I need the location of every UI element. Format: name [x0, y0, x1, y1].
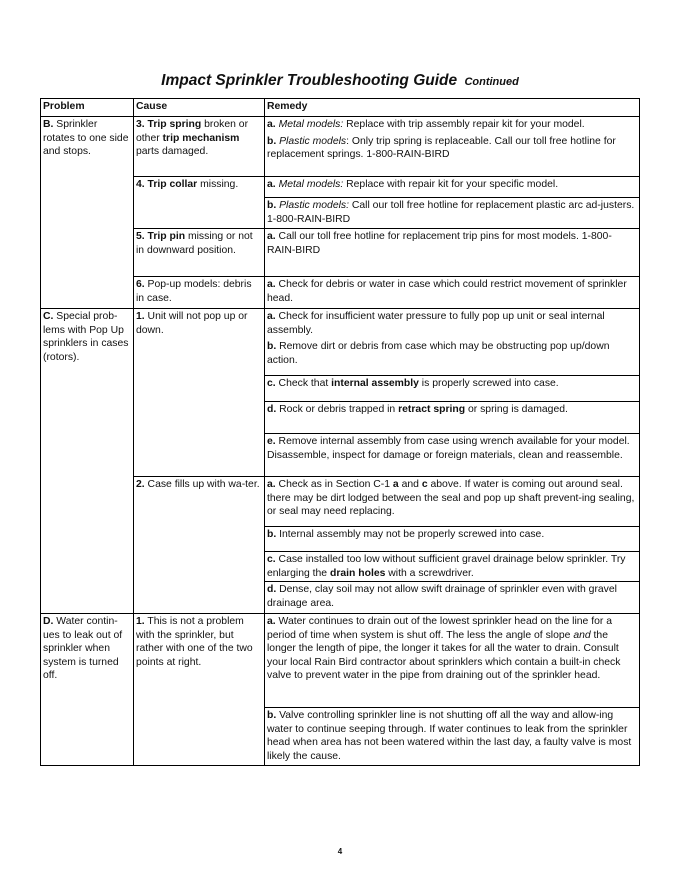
text-run: Sprinkler rotates to one side and stops. — [43, 119, 129, 158]
text-run: 4. Trip collar — [136, 179, 198, 190]
remedy-cell — [265, 614, 639, 707]
text-run: is properly screwed into case. — [418, 378, 559, 389]
text-run: a. — [267, 231, 276, 242]
cause-cell — [134, 229, 265, 276]
cause-cell — [134, 117, 265, 176]
text-run: drain holes — [329, 567, 386, 579]
remedy-paragraph — [267, 340, 637, 367]
text-run: missing or not in downward position. — [136, 231, 253, 256]
header-remedy: Remedy — [267, 101, 308, 112]
text-run: Rock or debris trapped in — [276, 404, 399, 415]
remedy-cell — [265, 177, 639, 197]
problem-group-row — [41, 116, 639, 308]
text-run: parts damaged. — [136, 146, 209, 158]
remedy-paragraph — [267, 178, 637, 192]
text-run: retract spring — [398, 404, 466, 415]
page-number: 4 — [337, 847, 343, 856]
text-run: Replace with repair kit for your specific model. — [343, 179, 559, 190]
cause-cell — [134, 477, 265, 613]
text-run: Remove dirt or debris from case which may be obstructing pop up/down action. — [267, 341, 610, 366]
title-text: Impact Sprinkler Troubleshooting Guide — [161, 72, 458, 89]
cause-row — [134, 476, 639, 613]
remedy-paragraph — [267, 278, 637, 305]
text-run: a. — [267, 119, 276, 130]
remedy-paragraph — [267, 310, 637, 337]
text-run: Water contin-ues to leak out of sprinkler when system is turned off. — [43, 616, 123, 682]
text-run: Replace with trip assembly repair kit for your model. — [343, 119, 585, 130]
text-run: Water continues to drain out of the lowest sprinkler head on the line for a period of time when system is shut off. The less the angle of slope — [267, 616, 613, 641]
remedy-cell — [265, 526, 639, 551]
text-run: c — [421, 479, 428, 490]
text-run: trip mechanism — [162, 132, 240, 144]
remedies-column — [265, 177, 639, 228]
text-run: Call our toll free hotline for replacement plastic arc ad-justers. 1-800-RAIN-BIRD — [267, 200, 635, 225]
text-run: Case fills up with wa-ter. — [144, 479, 260, 490]
text-run: e. — [267, 436, 276, 447]
remedies-column — [265, 477, 639, 613]
text-run: a. — [267, 311, 276, 322]
remedy-paragraph — [267, 230, 637, 257]
remedy-cell — [265, 433, 639, 476]
text-run: 1. — [136, 616, 145, 627]
remedy-paragraph — [267, 709, 637, 763]
remedy-cell — [265, 309, 639, 375]
remedy-cell — [265, 197, 639, 228]
remedy-paragraph — [267, 435, 637, 462]
text-run: the longer the length of pipe, the longer it takes for all the water to drain. Consult your local Rain Bird contractor about sprinklers which contain a built-in check valve to prevent water in the pipe from draining out of the sprinkler head. — [267, 629, 621, 682]
text-run: a. — [267, 479, 276, 490]
text-run: Special prob-lems with Pop Up sprinklers in cases (rotors). — [43, 311, 129, 363]
remedies-column — [265, 309, 639, 476]
text-run: c. — [267, 554, 276, 565]
text-run: Dense, clay soil may not allow swift drainage of sprinkler even with gravel drainage area. — [267, 584, 617, 609]
text-run: This is not a problem with the sprinkler, but rather with one of the two points at right. — [136, 616, 253, 668]
text-run: Case installed too low without sufficient gravel drainage below sprinkler. Try enlarging the — [267, 554, 626, 579]
text-run: Check as in Section C-1 — [275, 479, 393, 490]
remedy-cell — [265, 117, 639, 176]
remedy-paragraph — [267, 478, 637, 519]
text-run: Call our toll free hotline for replacement trip pins for most models. 1-800-RAIN-BIRD — [267, 231, 612, 256]
text-run: d. — [267, 404, 277, 415]
text-run: 6. — [136, 279, 145, 290]
problem-group-row — [41, 308, 639, 613]
text-run: Unit will not pop up or down. — [136, 311, 248, 336]
cause-row — [134, 276, 639, 308]
remedies-column — [265, 117, 639, 176]
causes-column — [134, 309, 639, 613]
text-run: and — [573, 629, 591, 641]
text-run: above. If water is coming out around seal. there may be dirt lodged between the seal and pop up shaft prevent-ing sealing, or seal may need replacing. — [267, 479, 635, 518]
remedy-cell — [265, 477, 639, 526]
remedy-cell — [265, 551, 639, 581]
text-run: a. — [267, 179, 276, 190]
text-run: C. — [43, 311, 54, 322]
problem-group-row — [41, 613, 639, 765]
header-problem: Problem — [41, 99, 134, 116]
text-run: c. — [267, 378, 276, 389]
cause-cell — [134, 309, 265, 476]
text-run: Check that — [275, 378, 332, 389]
remedy-cell — [265, 581, 639, 613]
text-run: a — [392, 479, 399, 490]
header-cause: Cause — [134, 99, 265, 116]
text-run: and — [398, 479, 422, 490]
text-run: b. — [267, 200, 277, 211]
text-run: Internal assembly may not be properly screwed into case. — [276, 529, 545, 540]
cause-row — [134, 309, 639, 476]
text-run: missing. — [197, 179, 239, 190]
remedy-cell — [265, 375, 639, 401]
text-run: internal assembly — [331, 378, 419, 389]
title-continued: Continued — [464, 76, 519, 88]
cause-cell — [134, 614, 265, 765]
text-run: Plastic models — [279, 135, 347, 147]
text-run: 1. — [136, 311, 145, 322]
cause-row — [134, 176, 639, 228]
text-run: broken or other — [136, 119, 249, 144]
remedy-paragraph — [267, 403, 637, 417]
remedy-paragraph — [267, 118, 637, 132]
text-run: 3. Trip spring — [136, 119, 202, 130]
remedy-cell — [265, 401, 639, 433]
text-run: d. — [267, 584, 277, 595]
cause-cell — [134, 177, 265, 228]
remedy-paragraph — [267, 553, 637, 580]
problem-cell — [41, 117, 134, 308]
cause-row — [134, 614, 639, 765]
remedy-paragraph — [267, 135, 637, 162]
text-run: 5. Trip pin — [136, 231, 186, 242]
remedy-paragraph — [267, 615, 637, 683]
page-title — [0, 72, 680, 90]
text-run: b. — [267, 135, 277, 147]
remedies-column — [265, 614, 639, 765]
remedy-paragraph — [267, 528, 637, 542]
text-run: Remove internal assembly from case using wrench available for your model. Disassemble, inspect for damage or foreign materials, clean and reassemble. — [267, 436, 630, 461]
remedy-paragraph — [267, 199, 637, 226]
text-run: Check for insufficient water pressure to fully pop up unit or seal internal assembly. — [267, 311, 605, 336]
text-run: b. — [267, 710, 277, 721]
text-run: Check for debris or water in case which could restrict movement of sprinkler head. — [267, 279, 627, 304]
text-run: Metal models: — [278, 119, 344, 130]
text-run: Metal models: — [278, 179, 344, 190]
text-run: 2. — [136, 479, 145, 490]
text-run: a. — [267, 616, 276, 627]
troubleshooting-table — [40, 98, 640, 766]
remedy-paragraph — [267, 583, 637, 610]
remedy-cell — [265, 229, 639, 276]
remedy-cell — [265, 277, 639, 308]
text-run: b. — [267, 341, 277, 353]
text-run: or spring is damaged. — [465, 404, 568, 415]
remedy-paragraph — [267, 377, 637, 391]
problem-cell — [41, 309, 134, 613]
cause-cell — [134, 277, 265, 308]
causes-column — [134, 614, 639, 765]
cause-row — [134, 228, 639, 276]
remedies-column — [265, 277, 639, 308]
cause-row — [134, 117, 639, 176]
text-run: Plastic models: — [279, 200, 349, 211]
problem-cell — [41, 614, 134, 765]
text-run: Pop-up models: debris in case. — [136, 279, 252, 304]
text-run: D. — [43, 616, 54, 627]
remedy-cell — [265, 707, 639, 765]
remedies-column — [265, 229, 639, 276]
text-run: B. — [43, 119, 54, 130]
text-run: with a screwdriver. — [385, 567, 474, 579]
text-run: Valve controlling sprinkler line is not shutting off all the way and allow-ing water to continue seeping through. If water continues to leak from the sprinkler head when area has not been watered within the last day, a faulty valve is most likely the cause. — [267, 710, 632, 762]
table-header-row — [41, 99, 639, 116]
text-run: a. — [267, 279, 276, 290]
text-run: : Only trip spring is replaceable. Call our toll free hotline for replacement springs. 1-800-RAIN-BIRD — [267, 135, 616, 161]
causes-column — [134, 117, 639, 308]
text-run: b. — [267, 529, 277, 540]
